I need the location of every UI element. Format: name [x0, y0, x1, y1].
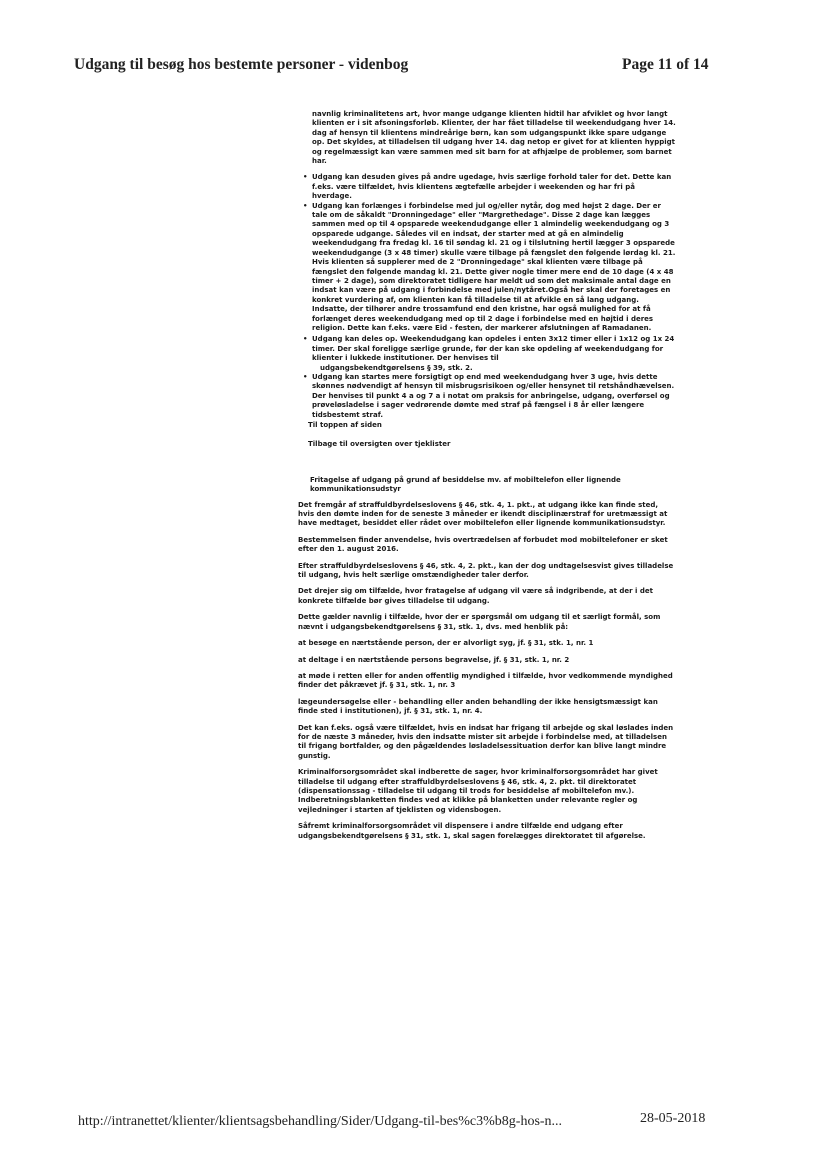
to-top-link[interactable]: Til toppen af siden [308, 421, 382, 429]
paragraph: Bestemmelsen finder anvendelse, hvis overtrædelsen af forbudet mod mobiltelefoner er sket efter den 1. august 2016. [298, 535, 668, 554]
paragraph: Det kan f.eks. også være tilfældet, hvis en indsat har frigang til arbejde og skal løslades inden for de næste 3 måneder, hvis den indsatte mister sit arbejde i forbindelse med, at tilladelsen til frigang bortfalder, og den pågældendes løsladelsessituation derfor kan blive langt mindre gunstig. [298, 723, 674, 760]
paragraph: lægeundersøgelse eller - behandling eller anden behandling der ikke hensigtsmæssigt kan finde sted i institutionen), jf. § 31, stk. 1, nr. 4. [298, 697, 658, 716]
list-item-ref: udgangsbekendtgørelsens § 39, stk. 2. [320, 363, 473, 372]
page-header-title: Udgang til besøg hos bestemte personer - videnbog [74, 56, 409, 73]
paragraph: Det fremgår af straffuldbyrdelseslovens § 46, stk. 4, 1. pkt., at udgang ikke kan finde sted, hvis den dømte inden for de seneste 3 måneder er ikendt disciplinærstraf for uretmæssigt at have medtaget, besiddet eller rådet over mobiltelefon eller lignende kommunikationsudstyr. [298, 500, 668, 528]
bullet-list-2 [298, 335, 676, 420]
list-item [312, 335, 676, 373]
list-item: • Udgang kan desuden gives på andre ugedage, hvis særlige forhold taler for det. Dette kan f.eks. være tilfældet, hvis klientens ægtefælle arbejder i weekenden og har fri på hverdage. [312, 173, 676, 201]
paragraph: Dette gælder navnlig i tilfælde, hvor der er spørgsmål om udgang til et særligt formål, som nævnt i udgangsbekendtgørelsens § 31, stk. 1, dvs. med henblik på: [298, 613, 661, 631]
paragraph: at deltage i en nærtstående persons begravelse, jf. § 31, stk. 1, nr. 2 [298, 655, 570, 664]
page-number: Page 11 of 14 [622, 56, 709, 73]
paragraph: at besøge en nærtstående person, der er alvorligt syg, jf. § 31, stk. 1, nr. 1 [298, 639, 594, 648]
bullet-list [298, 173, 676, 305]
section-title: Fritagelse af udgang på grund af besiddelse mv. af mobiltelefon eller lignende kommunikationsudstyr [310, 475, 621, 494]
paragraph: Kriminalforsorgsområdet skal indberette de sager, hvor kriminalforsorgsområdet har givet tilladelse til udgang efter straffuldbyrdelseslovens § 46, stk. 4, 2. pkt. til direktoratet (dispensationssag - tilladelse til udgang til trods for besiddelse af mobiltelefon mv.). Indberetningsblanketten findes ved at klikke på blanketten under relevante regler og vejledninger i starten af tjeklisten og vidensbogen. [298, 768, 658, 814]
list-item [312, 202, 676, 305]
list-item: • Udgang kan startes mere forsigtigt op end med weekendudgang hver 3 uge, hvis dette skønnes nødvendigt af hensyn til misbrugsrisikoen og/eller hensynet til retshåndhævelsen. Der henvises til punkt 4 a og 7 a i notat om praksis for anbringelse, udgang, overførsel og prøveløsladelse i sager vedrørende dømte med straf på fængsel i 8 år eller længere tidsbestemt straf. [312, 373, 676, 420]
document-body [298, 110, 676, 848]
lead-paragraph: navnlig kriminalitetens art, hvor mange udgange klienten hidtil har afviklet og hvor langt klienten er i sit afsoningsforløb. Klienter, der har fået tilladelse til weekendudgang hver 14. dag af hensyn til klientens mindreårige børn, kan som udgangspunkt ikke spare udgange op. Det skyldes, at tilladelsen til udgang hver 14. dag netop er givet for at klienten hyppigt og regelmæssigt kan være sammen med sit barn for at afhjælpe de problemer, som barnet har. [312, 110, 676, 166]
back-to-overview-link[interactable]: Tilbage til oversigten over tjeklister [308, 440, 451, 449]
list-item-text: Udgang kan deles op. Weekendudgang kan opdeles i enten 3x12 timer eller i 1x12 og 1x 24 timer. Der skal foreligge særlige grunde, før der kan ske opdeling af weekendudgang for klienter i lukkede institutioner. Der henvises til [312, 335, 675, 363]
list-item-extra: Indsatte, der tilhører andre trossamfund end den kristne, har også mulighed for at få forlænget deres weekendudgang med op til 2 dage i forbindelse med en højtid i deres religion. Dette kan f.eks. være Eid - festen, der markerer afslutningen af Ramadanen. [312, 305, 654, 332]
footer-date: 28-05-2018 [640, 1111, 706, 1126]
paragraph: Efter straffuldbyrdelseslovens § 46, stk. 4, 2. pkt., kan der dog undtagelsesvist gives tilladelse til udgang, hvis helt særlige omstændigheder taler derfor. [298, 561, 674, 580]
paragraph: Såfremt kriminalforsorgsområdet vil dispensere i andre tilfælde end udgang efter udgangsbekendtgørelsens § 31, stk. 1, skal sagen forelægges direktoratet til afgørelse. [298, 822, 646, 840]
list-item-text: Udgang kan forlænges i forbindelse med jul og/eller nytår, dog med højst 2 dage. Der er tale om de såkaldt "Dronningedage" eller "Margrethedage". Disse 2 dage kan lægges sammen med op til 4 opsparede weekendudgange eller 1 almindelig weekendudgang og 3 opsparede udgange. Således vil en indsat, der starter med at gå en almindelig weekendudgang fra fredag kl. 16 til søndag kl. 21 og i tilslutning hertil lægger 3 opsparede weekendudgange (3 x 48 timer) skulle være tilbage på fængslet den følgende lørdag kl. 21. Hvis klienten så supplerer med de 2 "Dronningedage" skal klienten være tilbage på fængslet den følgende mandag kl. 21. Dette giver nogle timer mere end de 10 dage (4 x 48 timer + 2 dage), som direktoratet tidligere har meldt ud som det maksimale antal dage en indsat kan være på udgang i forbindelse med julen/nytåret.Også her skal der foretages en konkret vurdering af, om klienten kan få tilladelse til at afvikle en så lang udgang. [312, 201, 676, 304]
footer-url: http://intranettet/klienter/klientsagsbehandling/Sider/Udgang-til-bes%c3%b8g-hos-n... [78, 1114, 563, 1129]
paragraph: Det drejer sig om tilfælde, hvor fratagelse af udgang vil være så indgribende, at der i det konkrete tilfælde bør gives tilladelse til udgang. [298, 587, 653, 605]
paragraph: at møde i retten eller for anden offentlig myndighed i tilfælde, hvor vedkommende myndighed finder det påkrævet jf. § 31, stk. 1, nr. 3 [298, 671, 673, 690]
